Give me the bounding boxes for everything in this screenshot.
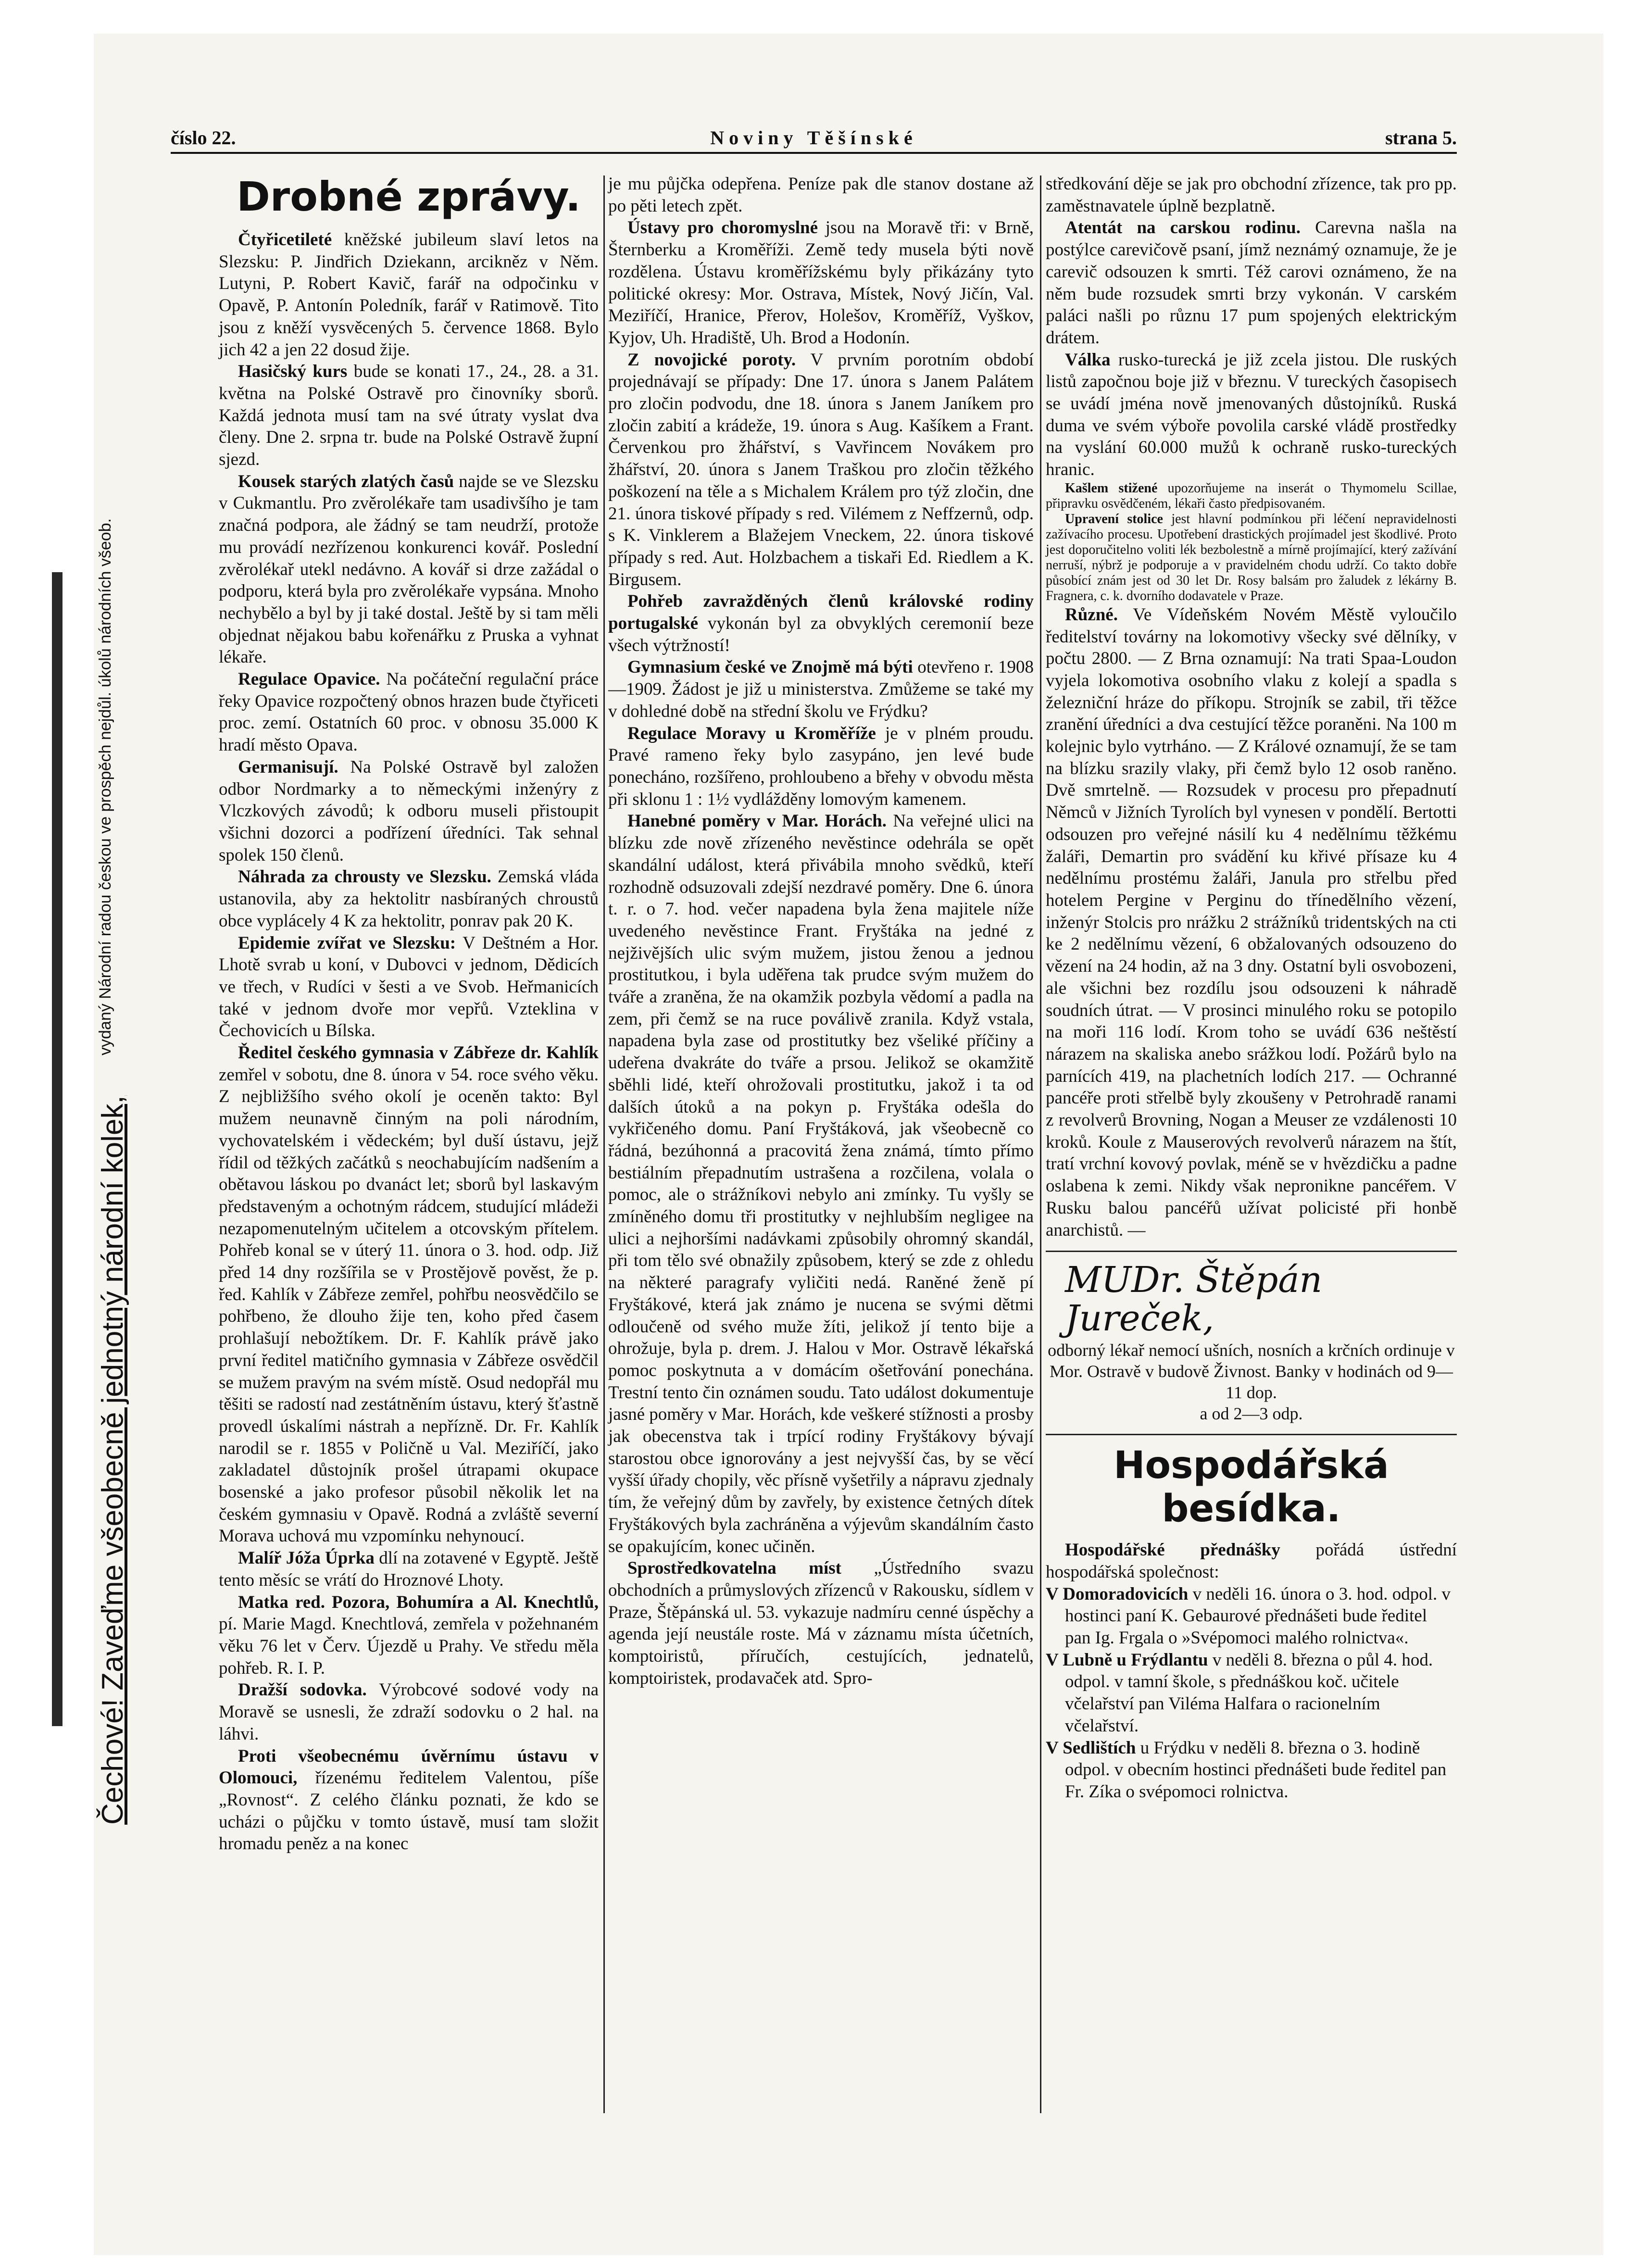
news-text: středkování děje se jak pro obchodní zřízence, tak pro pp. zaměstnavatele úplně bezplatně.	[1046, 174, 1457, 216]
news-headline: Ústavy pro choromyslné	[627, 218, 818, 238]
news-paragraph	[219, 1547, 599, 1591]
news-text: je v plném proudu. Pravé rameno řeky bylo zasypáno, jen levé bude ponecháno, rozšířeno, prohloubeno a břehy v obvodu města při sklonu 1 : 1½ vydlážděny lomovým kamenem.	[608, 723, 1034, 809]
news-headline: Hanebné poměry v Mar. Horách.	[627, 811, 887, 831]
news-headline: Proti všeobecnému úvěrnímu ústavu v Olomouci,	[219, 1746, 599, 1788]
news-list	[608, 173, 1034, 1690]
news-text: V Deštném a Hor. Lhotě svrab u koní, v Dubovci v jednom, Dědicích ve třech, v Rudíci v šesti a ve Svob. Heřmanicích také v jednom dvoře mor vepřů. Vzteklina v Čechovicích u Bílska.	[219, 933, 599, 1041]
news-headline: Regulace Moravy u Kroměříže	[627, 723, 876, 743]
news-headline: Ředitel českého gymnasia v Zábřeze dr. Kahlík	[238, 1043, 599, 1063]
besidka-intro: Hospodářské přednášky pořádá ústřední hospodářská společnost:	[1046, 1540, 1457, 1582]
sidebar-dark-edge	[52, 572, 63, 1726]
news-paragraph	[1046, 217, 1457, 349]
column-3	[1046, 173, 1457, 1803]
sidebar-slogan-main: Čechové! Zaveďme všeobecně jednotný národní kolek,	[96, 1095, 129, 1825]
news-text: je mu půjčka odepřena. Peníze pak dle stanov dostane až po pěti letech zpět.	[608, 174, 1034, 216]
newspaper-title: Noviny Těšínské	[710, 127, 917, 149]
lecture-place: V Lubně u Frýdlantu	[1046, 1650, 1208, 1670]
news-paragraph	[1046, 512, 1457, 604]
news-text: najde se ve Slezsku v Cukmantlu. Pro zvěrolékaře tam usadivšího je tam značná podpora, ale žádný se tam neudrží, protože mu provádí nezřízenou konkurenci kovář. Poslední zvěrolékař utekl nedávno. A kovář si drze zažádal o podporu, která byla pro zvěrolékaře vypsána. Mnoho nechybělo a byl by ji také dostal. Ještě by si tam měli objednat nějakou babu kořenářku z Pruska a vyhnat lékaře.	[219, 471, 599, 667]
news-headline: Pohřeb zavražděných členů královské rodiny portugalské	[608, 591, 1034, 634]
news-headline: Čtyřicetileté	[238, 230, 332, 250]
news-paragraph	[1046, 173, 1457, 217]
issue-number: číslo 22.	[171, 127, 236, 149]
news-text: kněžské jubileum slaví letos na Slezsku: P. Jindřich Dziekann, arcikněz v Něm. Lutyni, P. Robert Kavič, farář na odpočinku v Opavě, P. Antonín Poledník, farář v Ratimově. Tito jsou z kněží vysvěcených 5. července 1868. Bylo jich 42 a jen 22 dosud žije.	[219, 230, 599, 360]
news-paragraph	[219, 866, 599, 932]
news-paragraph	[608, 173, 1034, 217]
news-headline: Malíř Jóža Úprka	[238, 1548, 375, 1568]
news-headline: Různé.	[1065, 604, 1118, 625]
news-text: řízenému ředitelem Valentou, píše „Rovnost“. Z celého článku poznati, že kdo se ucházi o půjčku v tomto ústavě, musí tam složit hromadu peněz a na konec	[219, 1768, 599, 1854]
doctor-advertisement	[1046, 1261, 1457, 1424]
news-headline: Regulace Opavice.	[238, 669, 380, 689]
news-text: V prvním porotním období projednávají se případy: Dne 17. února s Janem Palátem pro zločin podvodu, dne 18. února s Janem Janíkem pro zločin zabití a krádeže, 19. února s Aug. Kašíkem a Frant. Červenkou pro žhářství, s Vavřincem Novákem pro žhářství, 20. února s Janem Traškou pro zločin těžkého poškození na těle a s Michalem Králem pro týž zločin, dne 21. února tiskové případy s red. Vilémem z Neffzernů, odp. s K. Vinklerem a Blažejem Vneckem, 22. února tiskové případy s red. Aut. Holzbachem a tiskaři Ed. Riedlem a K. Birgusem.	[608, 350, 1034, 589]
news-paragraph	[219, 361, 599, 471]
sidebar-slogan-small: vydaný Národní radou českou ve prospěch nejdůl. úkolů národních všeob.	[96, 518, 114, 1055]
besidka-section	[1046, 1444, 1457, 1803]
news-text: Výrobcové sodové vody na Moravě se usnesli, že zdraží sodovku o 2 hal. na láhvi.	[219, 1680, 599, 1744]
section-divider	[1046, 1251, 1457, 1252]
column-1	[219, 173, 599, 1855]
news-headline: Hasičský kurs	[238, 362, 348, 382]
news-text: zemřel v sobotu, dne 8. února v 54. roce svého věku. Z nejbližšího svého okolí je oceněn takto: Byl mužem neunavně činným na poli národním, vychovatelském i vědeckém; byl duší ústavu, jejž řídil od těžkých začátků s neochabujícím nadšením a obětavou láskou po dvanáct let; sborů byl laskavým představeným a ochotným rádcem, studující mládeži nezapomenutelným učitelem a otcovským přítelem. Pohřeb konal se v úterý 11. února o 3. hod. odp. Již před 14 dny rozšířila se v Prostějově pověst, že p. řed. Kahlík v Zábřeze zemřel, pohřbu neosvědčilo se pohřbeno, že dlouho žije ten, koho před časem prohlašují nebožtíkem. Dr. F. Kahlík právě jako první ředitel matičního gymnasia v Zábřeze osvědčil se mužem pravým na svém místě. Osud nedopřál mu těšiti se radostí nad zestátněním ústavu, který šťastně provedl úskalími nástrah a nepřízně. Dr. Fr. Kahlík narodil se r. 1855 v Poličně u Val. Meziříčí, jako zakladatel důstojník prošel útrapami okupace bosenské a jako profesor působil několik let na českém gymnasiu v Opavě. Rodná a zvláště severní Morava uchová mu vzpomínku nehynoucí.	[219, 1065, 599, 1546]
news-text: Zemská vláda ustanovila, aby za hektolitr nasbíraných chroustů obce vyplácely 4 K za hektolitr, ponrav pak 20 K.	[219, 867, 599, 931]
news-headline: Epidemie zvířat ve Slezsku:	[238, 933, 456, 953]
lecture-text: v neděli 8. března o půl 4. hod. odpol. v tamní škole, s přednáškou koč. učitele včelařství pan Viléma Halfara o racionelním včelařství.	[1065, 1650, 1433, 1736]
column-divider	[603, 175, 605, 2113]
news-paragraph	[608, 723, 1034, 811]
news-paragraph	[219, 1591, 599, 1679]
news-list	[1046, 173, 1457, 481]
news-paragraph	[608, 656, 1034, 722]
news-headline: Upravení stolice	[1065, 511, 1163, 526]
news-paragraph	[219, 932, 599, 1042]
news-paragraph	[608, 217, 1034, 349]
lecture-place: V Domoradovicích	[1046, 1584, 1189, 1604]
news-text: Na počáteční regulační práce řeky Opavice rozpočtený obnos hrazen bude čtyřiceti proc. zemí. Ostatních 60 proc. v obnosu 35.000 K hradí město Opava.	[219, 669, 599, 755]
ad-hours: a od 2—3 odp.	[1200, 1404, 1303, 1424]
lecture-item	[1046, 1649, 1457, 1737]
news-paragraph	[608, 349, 1034, 591]
news-headline: Náhrada za chrousty ve Slezsku.	[238, 867, 491, 887]
ad-text: odborný lékař nemocí ušních, nosních a krčních ordinuje v Mor. Ostravě v budově Živnost. Banky v hodinách od 9—11 dop.	[1048, 1341, 1455, 1403]
news-text: dlí na zotavené v Egyptě. Ještě tento měsíc se vrátí do Hroznové Lhoty.	[219, 1548, 599, 1590]
news-text: vykonán byl za obvyklých ceremonií beze všech výtržností!	[608, 614, 1034, 655]
news-list	[219, 229, 599, 1855]
news-headline: Sprostředkovatelna míst	[627, 1558, 841, 1579]
news-paragraph	[1046, 481, 1457, 512]
news-text: Carevna našla na postýlce carevičově psaní, jímž neznámý oznamuje, že je carevič odsouzen k smrti. Též carovi oznámeno, že na něm bude rozsudek smrti brzy vykonán. V carském paláci našli po různu 17 pum spojených elektrickým drátem.	[1046, 218, 1457, 348]
news-headline: Kousek starých zlatých časů	[238, 471, 454, 491]
news-paragraph	[219, 1745, 599, 1855]
lecture-text: u Frýdku v neděli 8. března o 3. hodině odpol. v obecním hostinci přednášeti bude ředitel pan Fr. Zíka o svépomoci rolnictva.	[1065, 1738, 1447, 1802]
news-paragraph	[219, 1042, 599, 1547]
section-title: Drobné zprávy.	[237, 173, 581, 220]
news-paragraph	[1046, 604, 1457, 1241]
news-paragraph	[608, 810, 1034, 1557]
news-text: pí. Marie Magd. Knechtlová, zemřela v požehnaném věku 76 let v Červ. Újezdě u Prahy. Ve středu měla pohřeb. R. I. P.	[219, 1614, 599, 1678]
news-paragraph	[219, 1679, 599, 1745]
news-text: otevřeno r. 1908—1909. Žádost je již u ministerstva. Zmůžeme se také my v dohledné době na střední školu ve Frýdku?	[608, 657, 1034, 721]
news-headline: Z novojické poroty.	[627, 350, 796, 370]
ad-doctor-name: MUDr. Štěpán Jureček,	[1065, 1259, 1323, 1340]
news-paragraph	[219, 756, 599, 866]
lecture-place: V Sedlištích	[1046, 1738, 1136, 1758]
lecture-list	[1046, 1583, 1457, 1803]
news-headline: Válka	[1065, 350, 1111, 370]
news-text: Ve Vídeňském Novém Městě vyloučilo ředitelství továrny na lokomotivy všecky své dělníky, v počtu 2800. — Z Brna oznamují: Na trati Spaa-Loudon vyjela lokomotiva osobního vlaku z kolejí a spadla s železniční hráze do příkopu. Strojník se zabil, tři těžce zranění úředníci a dva cestující těžce poraněni. Na 100 m kolejnic bylo vytrháno. — Z Králové oznamují, že se tam na blízku srazily vlaky, při čemž bylo 12 osob raněno. Dvě smrtelně. — Rozsudek v procesu pro přepadnutí Němců v Jižních Tyrolích byl vynesen v pondělí. Bertotti odsouzen pro veřejné násilí ku 4 nedělnímu těžkému žaláři, Demartin pro svádění ku křivé přísaze ku 4 nedělnímu prostému žaláři, Janula pro střelbu před hotelem Pergine v Perginu do třínedělního vězení, inženýr Stolcis pro nrážku 2 strážníků tridentských na cti ke 2 nedělnímu vězení, 6 obžalovaných odsouzeno do vězení na 24 hodin, až na 3 dny. Ostatní byli osvobozeni, ale všichni bez rozdílu jsou odsouzeni k náhradě soudních útrat. — V prosinci minulého roku se potopilo na moři 116 lodí. Krom toho se uvádí 636 neštěstí nárazem na skaliska anebo srážkou lodí. Požárů bylo na parnících 419, na plachetních lodích 217. — Ochranné pancéře proti střelbě byly zkoušeny v Petrohradě ranami z revolverů Brovning, Nogan a Meuser ze vzdálenosti 10 kroků. Koule z Mauserových revolverů nárazem na štít, tratí vrchní kovový povlak, méně se v hvězdičku a padne oslabena k zemi. Nikdy však nepronikne pancéřem. V Rusku balou pancéřů užívat policisté při honbě anarchistů. —	[1046, 604, 1457, 1240]
header-rule	[171, 152, 1457, 154]
page-number: strana 5.	[1385, 127, 1457, 149]
column-2	[608, 173, 1034, 1690]
news-text: upozorňujeme na inserát o Thymomelu Scillae, připravku osvědčeném, lékaři často předpisovaném.	[1046, 480, 1457, 511]
news-text: Na Polské Ostravě byl založen odbor Nordmarky a to německými inženýry z Vlczkových závodů; k odboru museli přistoupit všichni dozorci a podřízení úředníci. Tak sehnal spolek 150 členů.	[219, 757, 599, 865]
news-text: Na veřejné ulici na blízku zde nově zřízeného nevěstince odehrála se opět skandální událost, která přivábila mnoho svědků, kteří rozhodně odsuzovali zdejší nezdravé poměry. Dne 6. února t. r. o 7. hod. večer napadena byla žena majitele níže uvedeného nevěstince Frant. Fryštáka na jedné z nejživějších ulic svým mužem, jistou ženou a jednou prostitutkou, i byla uděřena tak prudce svým mužem do tváře a zraněna, že na okamžik pozbyla vědomí a padla na zem, při čemž se na ruce poválivě zranila. Když vstala, napadena byla zase od prostitutky bez všeliké příčiny a udeřena dvakráte do tváře a prsou. Jelikož se okamžitě sběhli lidé, kteří ohrožovali prostitutku, jakož i ta od dalších útoků a na pokyn p. Fryštáka odešla do vykřičeného domu. Paní Fryštáková, jak všeobecně co řádná, bezúhonná a pracovitá žena známá, tímto přímo bestiálním přepadnutím ustrašena a rozčilena, volala o pomoc, ale o strážníkovi nebylo ani zmínky. Tu vyšly se zmíněného domu tři prostitutky v nejhlubším negligee na ulici a nejhoršími nadávkami způsobily ohromný skandál, při tom tělo své obnažily způsobem, který se zde z ohledu na některé paragrafy vyličiti nedá. Raněné ženě pí Fryštákové, která jak známo je nucena se svými dětmi odloučeně od svého muže žíti, jelikož jí tento bije a ohrožuje, byla p. drem. J. Halou v Mor. Ostravě lékařská pomoc poskytnuta a v domácím ošetřování ponechána. Trestní tento čin oznámen soudu. Tato událost dokumentuje jasné poměry v Mar. Horách, kde veškeré stížnosti a prosby jak obecenstva tak i trpící rodiny Fryštákovy bývají starostou obce ignorovány a jest nejvyšší čas, by se věcí vyšší úřady chopily, věc přísně vyšetřily a nápravu zjednaly tím, že veřejný dům by zavřely, by existence četných dítek Fryštákových byla zachráněna a výjevům skandálním často se opakujícím, konec učiněn.	[608, 811, 1034, 1556]
news-text: bude se konati 17., 24., 28. a 31. května na Polské Ostravě pro činovníky sborů. Každá jednota musí tam na své útraty vyslat dva členy. Dne 2. srpna tr. bude na Polské Ostravě župní sjezd.	[219, 362, 599, 470]
news-text: jsou na Moravě tři: v Brně, Šternberku a Kroměříži. Země tedy musela býti nově rozdělena. Ústavu kroměřížskému byly přikázány tyto politické okresy: Mor. Ostrava, Místek, Nový Jičín, Val. Meziříčí, Hranice, Přerov, Holešov, Kroměříž, Vyškov, Kyjov, Uh. Hradiště, Uh. Brod a Hodonín.	[608, 218, 1034, 348]
lecture-item	[1046, 1583, 1457, 1649]
news-headline: Atentát na carskou rodinu.	[1065, 218, 1301, 238]
news-paragraph	[1046, 349, 1457, 481]
news-headline: Kašlem stižené	[1065, 480, 1158, 496]
news-headline: Gymnasium české ve Znojmě má býti	[627, 657, 913, 677]
news-headline: Matka red. Pozora, Bohumíra a Al. Knechtlů,	[238, 1592, 599, 1612]
lecture-item	[1046, 1737, 1457, 1803]
news-headline: Germanisují.	[238, 757, 338, 777]
news-paragraph	[608, 590, 1034, 656]
notice-list	[1046, 481, 1457, 604]
section-divider	[1046, 1434, 1457, 1435]
besidka-title: Hospodářská besídka.	[1114, 1444, 1389, 1531]
news-paragraph	[219, 668, 599, 756]
news-text: rusko-turecká je již zcela jistou. Dle ruských listů započnou boje již v březnu. V tureckých časopisech se uvádí jména nově jmenovaných důstojníků. Ruská duma ve svém výboře povolila carské vládě prostředky na vyslání 60.000 mužů k ochraně rusko-tureckých hranic.	[1046, 350, 1457, 480]
news-text: „Ústředního svazu obchodních a průmyslových zřízenců v Rakousku, sídlem v Praze, Štěpánská ul. 53. vykazuje nadmíru cenné úspěchy a agenda její neustále roste. Má v záznamu místa účetních, komptoiristů, příručích, cestujících, jednatelů, komptoiristek, prodavaček atd. Spro-	[608, 1558, 1034, 1688]
news-paragraph	[219, 471, 599, 668]
news-list	[1046, 604, 1457, 1241]
column-divider	[1040, 175, 1041, 2113]
page-header	[171, 123, 1457, 151]
news-headline: Dražší sodovka.	[238, 1680, 367, 1700]
news-paragraph	[219, 229, 599, 361]
news-paragraph	[608, 1557, 1034, 1689]
news-text: jest hlavní podmínkou při léčení nepravidelnosti zažívacího procesu. Upotřebení drastických projímadel jest škodlivé. Proto jest doporučitelno voliti lék bezbolestně a mírně projímající, který zažívání nerruší, nýbrž je podporuje a v pravidelném chodu udrží. Co takto dobře působící znám jest od 30 let Dr. Rosy balsám pro žaludek z lékárny B. Fragnera, c. k. dvorního dodavatele v Praze.	[1046, 511, 1457, 603]
lecture-text: v neděli 16. února o 3. hod. odpol. v hostinci paní K. Gebaurové přednášeti bude ředitel pan Ig. Frgala o »Svépomoci malého rolnictva«.	[1065, 1584, 1451, 1648]
